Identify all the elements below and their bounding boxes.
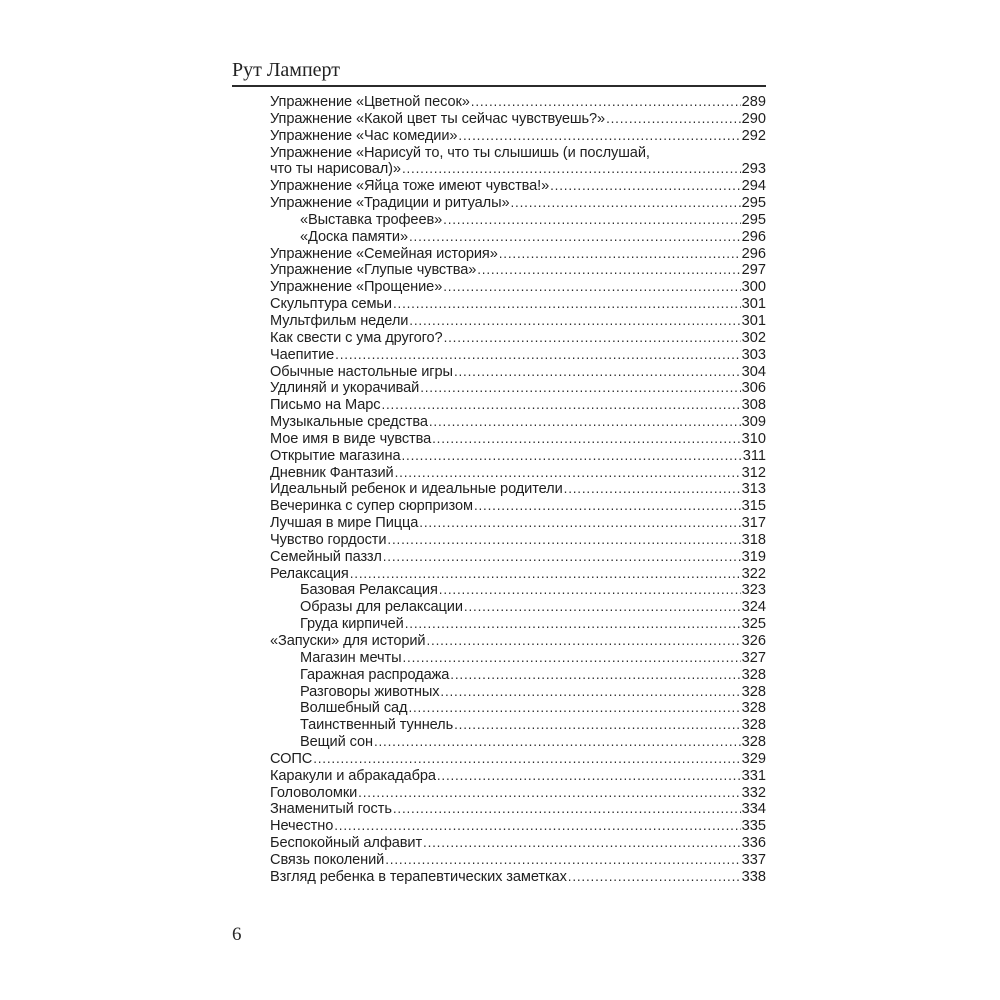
toc-entry-page: 303: [741, 346, 766, 363]
toc-entry: [270, 515, 766, 532]
toc-entry-page: 328: [741, 666, 766, 683]
toc-entry-title: Идеальный ребенок и идеальные родители: [270, 481, 563, 498]
toc-entry: [270, 161, 766, 178]
toc-entry: [270, 195, 766, 212]
toc-entry-page: 326: [741, 633, 766, 649]
toc-entry-title: Вечеринка с супер сюрпризом: [270, 498, 473, 515]
toc-entry-page: 312: [741, 464, 766, 481]
toc-entry-title: Каракули и абракадабра: [270, 767, 436, 784]
toc-entry-page: 325: [741, 616, 766, 633]
toc-entry-title: Обычные настольные игры: [270, 363, 453, 380]
toc-entry: [270, 751, 766, 768]
toc-entry-title: «Доска памяти»: [300, 228, 408, 245]
page-number: 6: [232, 924, 242, 945]
toc-entry: [270, 262, 766, 279]
toc-entry-title: Головоломки: [270, 784, 358, 801]
dot-leader: [402, 161, 741, 177]
dot-leader: [423, 835, 741, 851]
toc-entry-title: Волшебный сад: [300, 700, 408, 717]
toc-entry-page: 336: [741, 835, 766, 852]
toc-entry-title: Удлиняй и укорачивай: [270, 380, 420, 397]
toc-list: [270, 94, 766, 886]
toc-entry-title: Лучшая в мире Пицца: [270, 515, 419, 532]
toc-entry-title: Вещий сон: [300, 734, 373, 751]
toc-entry-page: 323: [741, 582, 766, 599]
toc-entry: [270, 684, 766, 701]
toc-entry-title: Упражнение «Яйца тоже имеют чувства!»: [270, 178, 550, 195]
dot-leader: [499, 246, 741, 262]
dot-leader: [511, 195, 741, 211]
toc-entry-page: 309: [741, 414, 766, 431]
toc-entry-page: 295: [741, 195, 766, 212]
toc-entry: [270, 397, 766, 414]
dot-leader: [426, 633, 740, 649]
toc-entry: [270, 229, 766, 246]
toc-entry-page: 289: [741, 94, 766, 110]
toc-entry-page: 304: [741, 363, 766, 380]
toc-entry-page: 324: [741, 599, 766, 616]
toc-entry-title: Релаксация: [270, 565, 349, 582]
toc-entry-title: Мультфильм недели: [270, 312, 409, 329]
toc-entry-title: Знаменитый гость: [270, 801, 392, 818]
dot-leader: [443, 279, 740, 295]
dot-leader: [444, 330, 741, 346]
toc-entry-page: 296: [741, 228, 766, 245]
toc-entry-title: Разговоры животных: [300, 683, 440, 700]
toc-entry-page: 337: [741, 851, 766, 868]
toc-entry: [270, 700, 766, 717]
toc-entry-page: 292: [741, 127, 766, 144]
toc-entry-page: 338: [741, 868, 766, 885]
toc-entry-page: 293: [741, 161, 766, 178]
dot-leader: [387, 532, 740, 548]
dot-leader: [443, 212, 741, 228]
toc-entry: [270, 330, 766, 347]
toc-entry-page: 302: [741, 329, 766, 346]
dot-leader: [313, 751, 740, 767]
dot-leader: [464, 599, 741, 615]
toc-entry-title: Семейный паззл: [270, 548, 382, 565]
toc-entry-page: 301: [741, 312, 766, 329]
dot-leader: [429, 414, 741, 430]
toc-entry: [270, 869, 766, 886]
toc-entry: [270, 835, 766, 852]
dot-leader: [419, 515, 740, 531]
dot-leader: [383, 549, 741, 565]
toc-entry-page: 332: [741, 784, 766, 801]
dot-leader: [439, 582, 741, 598]
toc-entry-title: Упражнение «Цветной песок»: [270, 94, 470, 110]
toc-entry-title: Дневник Фантазий: [270, 464, 394, 481]
toc-entry-page: 328: [741, 683, 766, 700]
toc-entry-page: 300: [741, 279, 766, 296]
dot-leader: [437, 768, 741, 784]
toc-entry-title: «Запуски» для историй: [270, 633, 426, 649]
toc-entry-title: Скульптура семьи: [270, 296, 392, 313]
toc-entry-title: Чувство гордости: [270, 531, 387, 548]
toc-entry: [270, 852, 766, 869]
toc-entry-title: Образы для релаксации: [300, 599, 463, 616]
toc-entry-title: Беспокойный алфавит: [270, 835, 423, 852]
toc-entry-title: Мое имя в виде чувства: [270, 430, 432, 447]
toc-entry-page: 294: [741, 178, 766, 195]
toc-entry-title: Нечестно: [270, 818, 334, 835]
toc-entry-page: 329: [741, 750, 766, 767]
toc-entry: [270, 818, 766, 835]
dot-leader: [401, 448, 741, 464]
toc-entry-title: Письмо на Марс: [270, 397, 381, 414]
toc-entry-page: 290: [741, 110, 766, 127]
dot-leader: [395, 465, 741, 481]
toc-entry-page: 335: [741, 818, 766, 835]
toc-entry-page: 328: [741, 734, 766, 751]
toc-entry: [270, 212, 766, 229]
dot-leader: [568, 869, 741, 885]
dot-leader: [403, 650, 741, 666]
page-header-author: Рут Ламперт: [232, 59, 341, 81]
toc-entry: [270, 279, 766, 296]
toc-entry: [270, 313, 766, 330]
toc-entry: [270, 532, 766, 549]
dot-leader: [420, 380, 740, 396]
toc-entry: [270, 650, 766, 667]
header-rule: [232, 85, 766, 87]
dot-leader: [432, 431, 741, 447]
toc-entry: [270, 145, 766, 162]
toc-entry: [270, 481, 766, 498]
toc-entry: [270, 717, 766, 734]
dot-leader: [471, 94, 741, 110]
toc-entry-title: Упражнение «Семейная история»: [270, 245, 498, 262]
toc-entry: [270, 549, 766, 566]
toc-entry: [270, 364, 766, 381]
dot-leader: [564, 481, 741, 497]
toc-entry-title: Упражнение «Традиции и ритуалы»: [270, 195, 510, 212]
toc-entry: [270, 566, 766, 583]
toc-entry-title: Упражнение «Нарисуй то, что ты слышишь (и послушай,: [270, 144, 650, 161]
toc-entry-title: Упражнение «Глупые чувства»: [270, 262, 477, 279]
dot-leader: [358, 785, 740, 801]
dot-leader: [405, 616, 741, 632]
dot-leader: [440, 684, 740, 700]
toc-entry: [270, 465, 766, 482]
running-header: [232, 59, 766, 87]
toc-entry-page: 311: [742, 447, 766, 464]
toc-entry-title: Таинственный туннель: [300, 717, 454, 734]
toc-entry-page: 296: [741, 245, 766, 262]
dot-leader: [335, 347, 740, 363]
toc-entry: [270, 633, 766, 650]
dot-leader: [458, 128, 740, 144]
toc-entry: [270, 582, 766, 599]
toc-entry: [270, 296, 766, 313]
toc-entry: [270, 801, 766, 818]
toc-entry: [270, 178, 766, 195]
dot-leader: [606, 111, 741, 127]
toc-entry-title: Магазин мечты: [300, 649, 402, 666]
toc-entry-title: СОПС: [270, 750, 313, 767]
toc-entry-page: 297: [741, 262, 766, 279]
toc-entry-title: Взгляд ребенка в терапевтических заметках: [270, 868, 567, 885]
toc-entry: [270, 734, 766, 751]
toc-entry-page: 315: [741, 498, 766, 515]
dot-leader: [385, 852, 740, 868]
dot-leader: [350, 566, 741, 582]
toc-entry-title: Связь поколений: [270, 851, 385, 868]
toc-entry-page: 328: [741, 700, 766, 717]
toc-entry-title: что ты нарисовал)»: [270, 161, 401, 178]
toc-entry-title: Базовая Релаксация: [300, 582, 438, 599]
toc-entry-page: 318: [741, 531, 766, 548]
dot-leader: [381, 397, 740, 413]
toc-entry: [270, 380, 766, 397]
toc-entry: [270, 448, 766, 465]
toc-entry-title: Открытие магазина: [270, 447, 401, 464]
dot-leader: [450, 667, 740, 683]
toc-entry: [270, 347, 766, 364]
toc-entry-title: Чаепитие: [270, 346, 335, 363]
toc-entry-title: Упражнение «Какой цвет ты сейчас чувствуешь?»: [270, 110, 606, 127]
toc-entry: [270, 431, 766, 448]
dot-leader: [374, 734, 741, 750]
toc-entry: [270, 128, 766, 145]
toc-entry-title: Упражнение «Час комедии»: [270, 127, 458, 144]
toc-entry-page: 334: [741, 801, 766, 818]
toc-entry-page: 327: [741, 649, 766, 666]
toc-entry-page: 328: [741, 717, 766, 734]
dot-leader: [409, 229, 741, 245]
toc-entry-page: 308: [741, 397, 766, 414]
toc-entry: [270, 599, 766, 616]
toc-entry-title: «Выставка трофеев»: [300, 211, 443, 228]
toc-entry: [270, 498, 766, 515]
toc-entry: [270, 246, 766, 263]
toc-entry-title: Упражнение «Прощение»: [270, 279, 443, 296]
dot-leader: [454, 364, 741, 380]
toc-entry: [270, 94, 766, 111]
dot-leader: [334, 818, 740, 834]
toc-entry: [270, 785, 766, 802]
dot-leader: [550, 178, 741, 194]
dot-leader: [393, 296, 741, 312]
toc-entry-page: 295: [741, 211, 766, 228]
toc-entry: [270, 414, 766, 431]
toc-entry: [270, 616, 766, 633]
dot-leader: [454, 717, 741, 733]
dot-leader: [477, 262, 740, 278]
dot-leader: [474, 498, 741, 514]
toc-entry-page: 319: [741, 548, 766, 565]
dot-leader: [409, 313, 740, 329]
toc-entry-page: 331: [741, 767, 766, 784]
toc-entry-page: 310: [741, 430, 766, 447]
toc-entry-page: 301: [741, 296, 766, 313]
toc-entry-title: Гаражная распродажа: [300, 666, 450, 683]
toc-entry: [270, 667, 766, 684]
toc-entry: [270, 768, 766, 785]
toc-entry-page: 306: [741, 380, 766, 397]
toc-entry-page: 313: [741, 481, 766, 498]
toc-entry-title: Груда кирпичей: [300, 616, 404, 633]
toc-entry-page: 317: [741, 515, 766, 532]
dot-leader: [408, 700, 740, 716]
toc-entry: [270, 111, 766, 128]
toc-entry-title: Как свести с ума другого?: [270, 329, 443, 346]
dot-leader: [393, 801, 741, 817]
toc-entry-title: Музыкальные средства: [270, 414, 428, 431]
toc-entry-page: 322: [741, 565, 766, 582]
